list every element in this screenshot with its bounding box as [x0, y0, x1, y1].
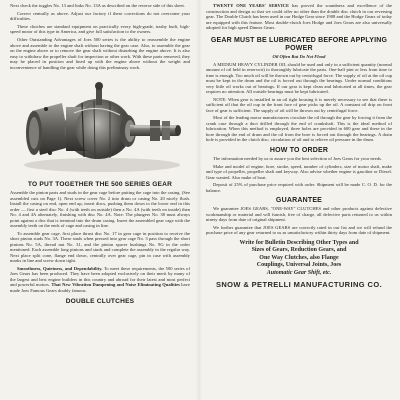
lube-paragraph-1: A MEDIUM HEAVY CYLINDER OIL should be used and only in a sufficient quantity (normal amount of oil held in reservoir) to thoroughly lubricate the parts. One-half pint or less from time to time is enough. Too much oil will be thrown out by centrifugal force. The supply of oil at the oil cup must be kept in the drum and the oil is forced out through the bearings. Under normal conditions very little oil works out of bearings. If our gear is kept clean and lubricated at all times, the gear requires no attention. All outside bearings must be kept lubricated. — [206, 61, 392, 94]
intro-paragraph-2: Correct centrally as above. Adjust our factory if these corrections do not overcome your difficulties. — [10, 10, 190, 22]
assemble-paragraph-2: To assemble gear cage, first place thrust disc No. 17 in gear cage in position to receive the short pinion studs No. 3A. These studs when pressed into gear cage No. 3 pass through the short pinions No. 5A, thread nut No. 31, and the pinion spacer bushings No. 9G in the order mentioned. Each assemble long pinions and studs and complete the assembly in the regular way. Next place split cone, flange end down, centrally over gear cage, pin in case with assembly marks in line and screw down tight. — [10, 230, 190, 264]
bulletin-line: Automatic Gear Shift, etc. — [266, 269, 332, 276]
intro-paragraph-1: Next check the toggles No. 13 and links No. 13A as described on the reverse side of this sheet. — [10, 3, 185, 8]
service-text: has proved the soundness and excellence of the construction and design so that we could offer no other than the double disc clutch in our reversing gear. The Double Clutch has been used in our Hodge Gear since 1908 and the Hodge Gears of today are equipped with this feature. Most double-clutch Joes Hodge and Joes Gears are also universally adopted for high speed Dinnes Gears. — [206, 3, 392, 30]
bulletin-line: Write for Bulletin Describing Other Types and — [239, 239, 359, 246]
guarantee-paragraph-1: We guarantee JOES GEARS, "ONE-WAY" CLUTCHES and other products against defective workmanship or material and will furnish, free of charge, all defective parts returned to us within ninety days from date of original shipment. — [206, 206, 392, 223]
bulletin-line: Couplings, Universal Joints, Joes — [256, 262, 342, 269]
gear-assembly-image — [10, 73, 190, 177]
smoothness-text: To meet these requirements, the 500 series of Joes Gears has been produced. They have been adopted exclusively on their merit by many of the largest and best engine builders in this country and abroad for their latest and most perfect and powerful motors. — [10, 265, 191, 288]
smoothness-paragraph — [10, 266, 190, 294]
intro-paragraph-3: These clutches are standard equipment on practically every high-grade, trashy built, high-speed motor of this type in America, and give full satisfaction to the owners. — [10, 23, 190, 35]
page-gutter — [196, 0, 202, 400]
guarantee-heading: GUARANTEE — [275, 197, 323, 205]
left-column — [10, 0, 190, 400]
lubrication-subheading: Oil Often But Do Not Flood — [272, 53, 326, 59]
order-paragraph-3: Deposit of 25% of purchase price required with order. Shipment will be made C. O. D. for the balance. — [206, 182, 392, 193]
guarantee-paragraph-2: We further guarantee that JOES GEARS are correctly rated in our list and we will refund the purchase price of any gear returned to us as unsatisfactory within thirty days from date of shipment. — [206, 224, 392, 236]
assemble-heading: TO PUT TOGETHER THE 500 SERIES GEAR — [27, 181, 173, 189]
lube-paragraph-3: Most of the leading motor manufacturers circulate the oil through the gear by forcing it from the crank case through a duct drilled through the end of crankshaft. This is the ideal method of lubrication. When this method is employed, three holes are provided in 600 gear and these in the bore through the end of drum and the oil from the bore is forced out through the bearings. A drain hole is provided in the clutch disc, circulation of oil and to relieve oil pressure in the drum. — [206, 115, 392, 143]
bulletin-notice — [206, 240, 392, 278]
service-lead: TWENTY ONE YEARS' SERVICE — [213, 3, 290, 8]
double-clutches-heading: DOUBLE CLUTCHES — [65, 298, 135, 306]
order-paragraph-1: The information needed by us to assure you the best selection of Joes Gears for your needs. — [213, 155, 383, 161]
smoothness-tail: have made Joes Famous Gears doubly famous. — [10, 282, 190, 293]
assemble-paragraph-1: Assemble the pinion parts and studs in the gear cage before putting the cage into the casing. (See assembled cuts on Page 1). Next screw cover No. 2 into drum or casing No. 20 nicely flush. Install the casing on end, open end up, insert discs, pushing them down to the lower end in this order — first a steel disc No. 4 (with teeth on outside) then a No. 4A (with teeth on inside) then No. 4 and 4A alternately, finishing with disc No. 4A. Note: The plungers No. 38 must always point against a disc that is terminal into the drum casing. Insert the assembled gear cage with the assembly teeth on the ends of cage and casing in line. — [10, 190, 190, 229]
company-name: SNOW & PETRELLI MANUFACTURING CO. — [215, 280, 383, 290]
service-paragraph — [206, 3, 392, 31]
lubrication-heading: GEAR MUST BE LUBRICATED BEFORE APPLYING POWER — [210, 36, 388, 52]
right-column — [206, 0, 392, 400]
how-to-order-heading: HOW TO ORDER — [269, 146, 329, 154]
smoothness-title: Smoothness, Quietness, and Dependability. — [17, 265, 103, 271]
order-paragraph-2: Make and model of engine, bore, stroke, speed, number of cylinders, size of motor shaft, make and type of propeller, propeller shaft and keyway. Also advise whether engine is gasoline or Diesel. Gear wanted. Also make of boat. — [206, 163, 392, 180]
intro-paragraph-4: Other Outstanding Advantages of Joes 500 series is the ability to reassemble the engine above and assemble to the engine shaft without having the gear case. Also, to assemble the gear on the engine above or to remove the gear shaft without disturbing the engine above. It is also easy to withdraw the propeller shaft for inspection or other work. With these parts removed, they may be placed in position and lined up with the engine above without the weight and inconvenience of handling the gear while doing this preliminary work. — [10, 37, 190, 70]
gear-assembly-photo — [10, 73, 190, 177]
lube-paragraph-2: NOTE: When gear is installed in an oil tight housing it is merely necessary to see that there is sufficient oil that the oil cup in the front face of gear picks up the oil. A constant oil drip on front face of gear is sufficient. The supply of oil will be thrown out by centrifugal force. — [206, 96, 392, 113]
bulletin-line: Sizes of Gears, Reduction Gears, and — [251, 247, 347, 254]
bulletin-line: One Way Clutches, also Flange — [259, 254, 339, 261]
smoothness-bold: That New Vibration Dampening and Noise Eliminating Qualities — [51, 282, 180, 288]
